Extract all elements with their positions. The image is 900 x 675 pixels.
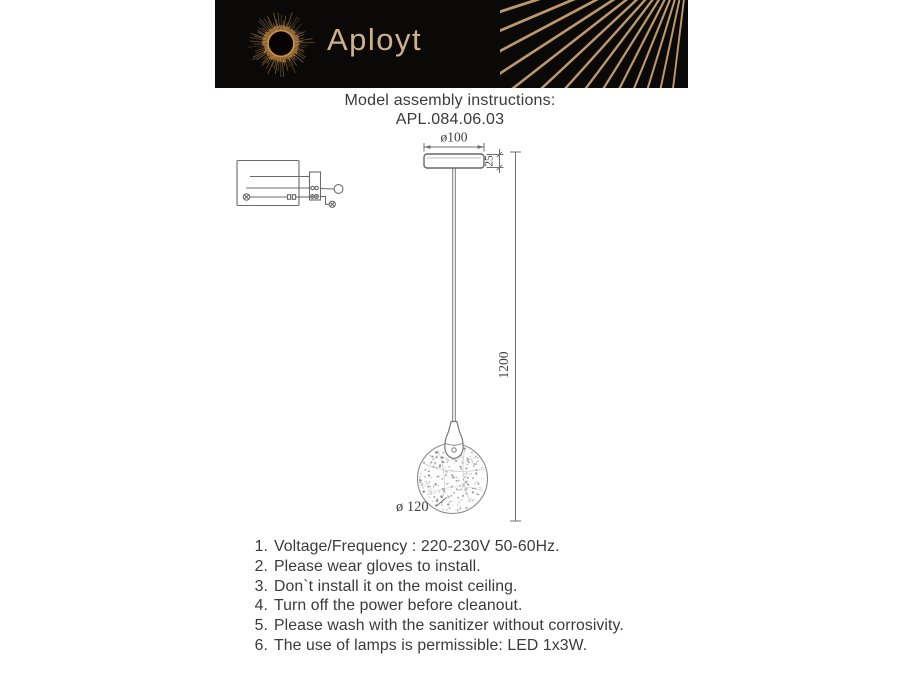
- instructions-list: [246, 537, 624, 656]
- instruction-item: 1. Voltage/Frequency : 220-230V 50-60Hz.: [254, 538, 560, 555]
- dim-label-canopy-diameter: ø100: [440, 129, 468, 145]
- model-code: APL.084.06.03: [395, 111, 505, 128]
- instruction-item: 6. The use of lamps is permissible: LED 1x3W.: [254, 636, 588, 654]
- dim-label-shade-diameter: ø 120: [396, 499, 429, 515]
- suspension-cord: [453, 168, 456, 422]
- ceiling-canopy: [424, 154, 484, 168]
- brand-name: Aployt: [327, 22, 423, 57]
- dim-label-canopy-height: 25: [483, 155, 496, 167]
- page-title: Model assembly instructions:: [344, 92, 556, 109]
- instruction-item: 5. Please wash with the sanitizer without corrosivity.: [254, 617, 624, 635]
- instruction-item: 4. Turn off the power before cleanout.: [254, 597, 523, 615]
- dim-label-cord-length: 1200: [496, 351, 511, 379]
- instruction-item: 3. Don`t install it on the moist ceiling.: [254, 577, 518, 595]
- wiring-diagram: [237, 161, 343, 208]
- lamp-socket: [445, 422, 463, 459]
- instruction-item: 2. Please wear gloves to install.: [254, 557, 481, 575]
- pendant-lamp-drawing: [418, 154, 488, 514]
